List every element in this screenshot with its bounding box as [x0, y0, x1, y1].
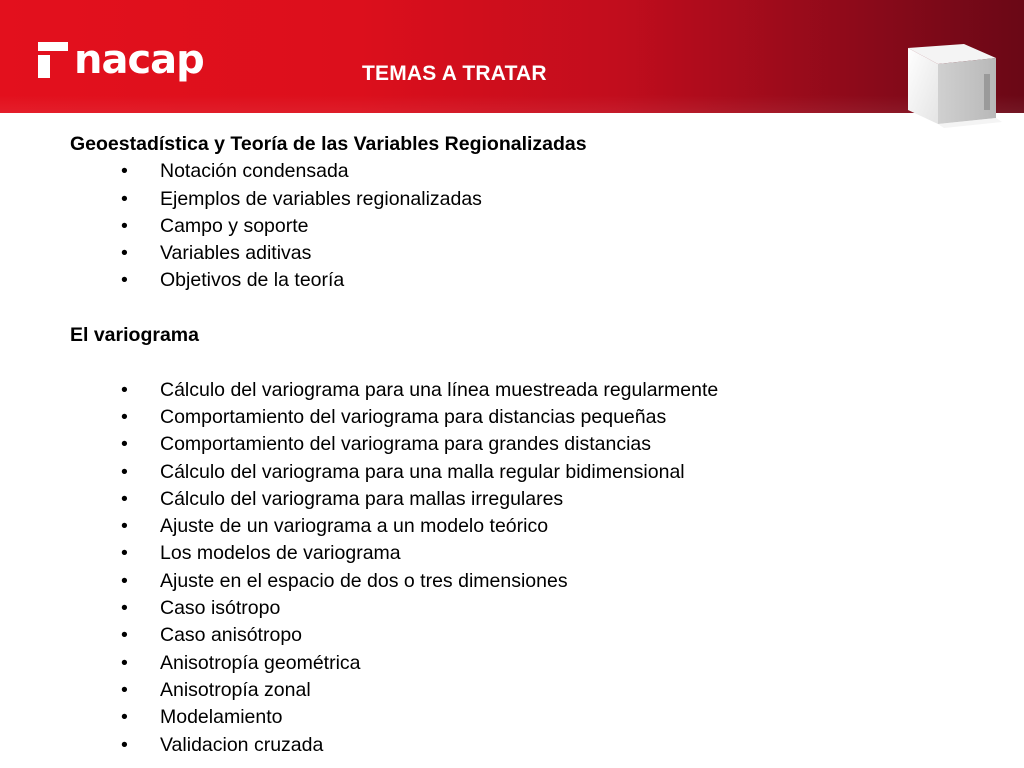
- bullet-icon: •: [121, 733, 128, 756]
- list-item-text: Los modelos de variograma: [160, 542, 401, 565]
- list-item: [70, 213, 990, 240]
- list-item: [70, 595, 990, 622]
- list-item-text: Caso anisótropo: [160, 624, 303, 647]
- bullet-icon: •: [121, 460, 128, 483]
- bullet-icon: •: [121, 269, 128, 292]
- logo-text: nacap: [74, 37, 204, 83]
- content-body: [70, 131, 990, 759]
- list-item: [70, 540, 990, 567]
- list-item-text: Validacion cruzada: [160, 733, 324, 756]
- bullet-icon: •: [121, 597, 128, 620]
- list-item: [70, 459, 990, 486]
- list-item-text: Anisotropía zonal: [160, 678, 311, 701]
- list-item-text: Ejemplos de variables regionalizadas: [160, 187, 482, 210]
- list-item: [70, 267, 990, 294]
- bullet-icon: •: [121, 569, 128, 592]
- bullet-icon: •: [121, 542, 128, 565]
- section-heading-variograma: El variograma: [70, 324, 199, 347]
- list-item: [70, 404, 990, 431]
- slide-title: TEMAS A TRATAR: [362, 62, 547, 85]
- list-item: [70, 377, 990, 404]
- list-item-text: Objetivos de la teoría: [160, 269, 345, 292]
- inacap-logo-mark-icon: [38, 42, 68, 78]
- list-item-text: Modelamiento: [160, 706, 283, 729]
- list-item-text: Cálculo del variograma para mallas irregulares: [160, 487, 564, 510]
- bullet-icon: •: [121, 706, 128, 729]
- list-item: [70, 650, 990, 677]
- spacer: [70, 295, 990, 322]
- bullet-icon: •: [121, 405, 128, 428]
- bullet-icon: •: [121, 651, 128, 674]
- list-item-text: Ajuste en el espacio de dos o tres dimensiones: [160, 569, 568, 592]
- inacap-logo: [38, 37, 204, 83]
- list-item: [70, 732, 990, 759]
- list-item-text: Anisotropía geométrica: [160, 651, 361, 674]
- section-heading-geoestadistica: Geoestadística y Teoría de las Variables Regionalizadas: [70, 133, 587, 155]
- bullet-icon: •: [121, 433, 128, 456]
- list-item: [70, 186, 990, 213]
- bullet-list-geoestadistica: [70, 158, 990, 294]
- bullet-icon: •: [121, 624, 128, 647]
- bullet-icon: •: [121, 242, 128, 265]
- list-item-text: Cálculo del variograma para una línea muestreada regularmente: [160, 378, 719, 401]
- list-item-text: Cálculo del variograma para una malla regular bidimensional: [160, 460, 685, 483]
- spacer: [70, 349, 990, 376]
- list-item: [70, 677, 990, 704]
- bullet-icon: •: [121, 160, 128, 183]
- list-item-text: Comportamiento del variograma para distancias pequeñas: [160, 405, 667, 428]
- list-item-text: Comportamiento del variograma para grandes distancias: [160, 433, 652, 456]
- list-item: [70, 240, 990, 267]
- bullet-icon: •: [121, 187, 128, 210]
- bullet-list-variograma: [70, 377, 990, 759]
- list-item-text: Notación condensada: [160, 160, 349, 183]
- list-item-text: Caso isótropo: [160, 597, 281, 620]
- list-item: [70, 486, 990, 513]
- list-item: [70, 568, 990, 595]
- bullet-icon: •: [121, 487, 128, 510]
- cube-icon: [898, 34, 1008, 128]
- list-item: [70, 622, 990, 649]
- list-item-text: Ajuste de un variograma a un modelo teórico: [160, 515, 549, 538]
- bullet-icon: •: [121, 678, 128, 701]
- bullet-icon: •: [121, 378, 128, 401]
- list-item: [70, 158, 990, 185]
- list-item-text: Variables aditivas: [160, 242, 312, 265]
- list-item: [70, 704, 990, 731]
- bullet-icon: •: [121, 214, 128, 237]
- list-item-text: Campo y soporte: [160, 214, 309, 237]
- bullet-icon: •: [121, 515, 128, 538]
- list-item: [70, 513, 990, 540]
- list-item: [70, 431, 990, 458]
